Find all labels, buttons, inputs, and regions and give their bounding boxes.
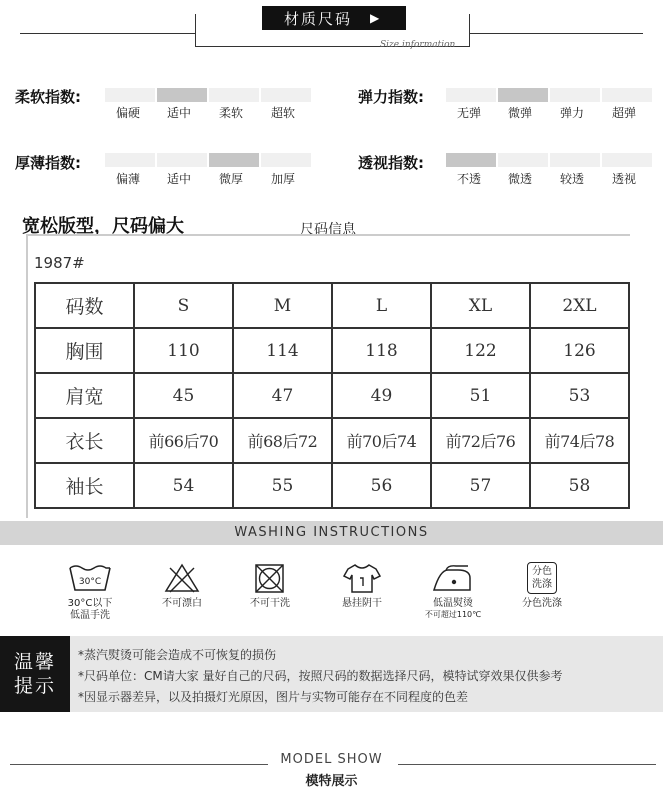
separate-wash-icon <box>527 562 557 594</box>
softness-opt-4: 超软 <box>271 106 296 120</box>
table-cell: 58 <box>530 463 629 508</box>
table-header-cell: M <box>233 283 332 328</box>
wash-label-3 <box>238 598 302 610</box>
table-cell: 118 <box>332 328 431 373</box>
table-row <box>35 418 629 463</box>
notice-line-2: *尺码单位：CM请大家 量好自己的尺码，按照尺码的数据选择尺码，模特试穿效果仅供参考 <box>78 669 563 683</box>
table-header-row <box>35 283 629 328</box>
table-header-cell: L <box>332 283 431 328</box>
thickness-label: 厚薄指数: <box>15 154 81 172</box>
table-cell: 57 <box>431 463 530 508</box>
softness-seg-3 <box>209 88 259 102</box>
notice-line-1: *蒸汽熨烫可能会造成不可恢复的损伤 <box>78 648 277 662</box>
table-cell: 47 <box>233 373 332 418</box>
softness-seg-1 <box>105 88 155 102</box>
transparency-seg-1 <box>446 153 496 167</box>
transparency-seg-2 <box>498 153 548 167</box>
table-cell: 前66后70 <box>134 418 233 463</box>
table-cell: 53 <box>530 373 629 418</box>
elasticity-opt-2: 微弹 <box>508 106 533 120</box>
table-cell: 126 <box>530 328 629 373</box>
size-table-frame <box>26 234 630 518</box>
table-cell: 51 <box>431 373 530 418</box>
washing-title: WASHING INSTRUCTIONS <box>0 521 663 545</box>
transparency-label: 透视指数: <box>358 154 424 172</box>
softness-seg-2 <box>157 88 207 102</box>
transparency-seg-3 <box>550 153 600 167</box>
softness-opt-3: 柔软 <box>219 106 244 120</box>
transparency-opt-1: 不透 <box>457 172 482 186</box>
table-cell: 55 <box>233 463 332 508</box>
table-header-cell: 码数 <box>35 283 134 328</box>
thickness-opt-4: 加厚 <box>271 172 296 186</box>
elasticity-seg-1 <box>446 88 496 102</box>
table-cell: 前72后76 <box>431 418 530 463</box>
elasticity-seg-4 <box>602 88 652 102</box>
wash-label-line: 低温熨烫 <box>433 598 473 609</box>
table-header-cell: 2XL <box>530 283 629 328</box>
table-cell: 45 <box>134 373 233 418</box>
wash-label-line: 不可超过110℃ <box>424 610 482 619</box>
table-cell: 前68后72 <box>233 418 332 463</box>
hand-wash-temp-text: 30°C <box>78 577 102 587</box>
header-title: 材质尺码 <box>284 9 353 28</box>
transparency-seg-4 <box>602 153 652 167</box>
transparency-opt-2: 微透 <box>508 172 533 186</box>
fit-note: 宽松版型，尺码偏大 <box>22 216 184 237</box>
header-line-left <box>20 33 195 34</box>
wash-label-4 <box>330 598 394 610</box>
notice-line-3: *因显示器差异，以及拍摄灯光原因，图片与实物可能存在不同程度的色差 <box>78 690 469 704</box>
table-cell: 衣长 <box>35 418 134 463</box>
table-cell: 110 <box>134 328 233 373</box>
elasticity-label: 弹力指数: <box>358 88 424 106</box>
notice-tag-line: 提示 <box>13 675 56 697</box>
thickness-seg-2 <box>157 153 207 167</box>
table-cell: 114 <box>233 328 332 373</box>
separate-wash-icon-line: 分色 <box>532 566 552 577</box>
wash-label-line: 分色洗涤 <box>522 598 562 609</box>
table-row <box>35 328 629 373</box>
size-table <box>34 282 630 509</box>
table-row <box>35 463 629 508</box>
table-row <box>35 373 629 418</box>
header-line-right <box>470 33 643 34</box>
wash-label-1 <box>56 598 124 622</box>
no-dry-clean-icon <box>246 562 294 594</box>
elasticity-seg-3 <box>550 88 600 102</box>
hand-wash-30-icon <box>66 562 114 594</box>
table-cell: 肩宽 <box>35 373 134 418</box>
elasticity-opt-4: 超弹 <box>612 106 637 120</box>
table-cell: 前70后74 <box>332 418 431 463</box>
size-info-label: 尺码信息 <box>300 222 356 238</box>
notice-tag <box>0 636 70 712</box>
wash-label-6 <box>510 598 574 610</box>
softness-opt-1: 偏硬 <box>116 106 141 120</box>
wash-label-line: 不可漂白 <box>162 598 202 609</box>
model-number: 1987# <box>34 254 85 272</box>
wash-label-line: 悬挂阴干 <box>342 598 382 609</box>
separate-wash-icon-line: 洗涤 <box>532 579 552 590</box>
transparency-opt-4: 透视 <box>612 172 637 186</box>
elasticity-opt-3: 弹力 <box>560 106 585 120</box>
table-cell: 122 <box>431 328 530 373</box>
transparency-opt-3: 较透 <box>560 172 585 186</box>
notice-tag-line: 温馨 <box>13 651 56 673</box>
table-header-cell: S <box>134 283 233 328</box>
elasticity-opt-1: 无弹 <box>457 106 482 120</box>
table-cell: 56 <box>332 463 431 508</box>
table-cell: 袖长 <box>35 463 134 508</box>
wash-label-5 <box>408 598 498 620</box>
thickness-seg-4 <box>261 153 311 167</box>
low-iron-icon <box>428 562 476 594</box>
softness-label: 柔软指数: <box>15 88 81 106</box>
thickness-opt-1: 偏薄 <box>116 172 141 186</box>
thickness-seg-3 <box>209 153 259 167</box>
softness-seg-4 <box>261 88 311 102</box>
table-cell: 54 <box>134 463 233 508</box>
no-bleach-icon <box>158 562 206 594</box>
thickness-opt-2: 适中 <box>167 172 192 186</box>
elasticity-seg-2 <box>498 88 548 102</box>
hang-dry-shade-icon <box>338 562 386 594</box>
header-title-box <box>262 6 406 30</box>
table-cell: 胸围 <box>35 328 134 373</box>
table-header-cell: XL <box>431 283 530 328</box>
header-subtitle: Size information <box>380 40 456 50</box>
wash-label-line: 不可干洗 <box>250 598 290 609</box>
softness-opt-2: 适中 <box>167 106 192 120</box>
wash-label-2 <box>150 598 214 610</box>
model-show-title: MODEL SHOW <box>280 752 383 767</box>
table-cell: 49 <box>332 373 431 418</box>
wash-label-line: 30°C以下 <box>67 598 113 609</box>
table-cell: 前74后78 <box>530 418 629 463</box>
thickness-opt-3: 微厚 <box>219 172 244 186</box>
thickness-seg-1 <box>105 153 155 167</box>
wash-label-line: 低温手洗 <box>70 610 110 621</box>
model-show-subtitle: 模特展示 <box>305 774 358 789</box>
play-arrow-icon: ▶ <box>370 11 382 25</box>
